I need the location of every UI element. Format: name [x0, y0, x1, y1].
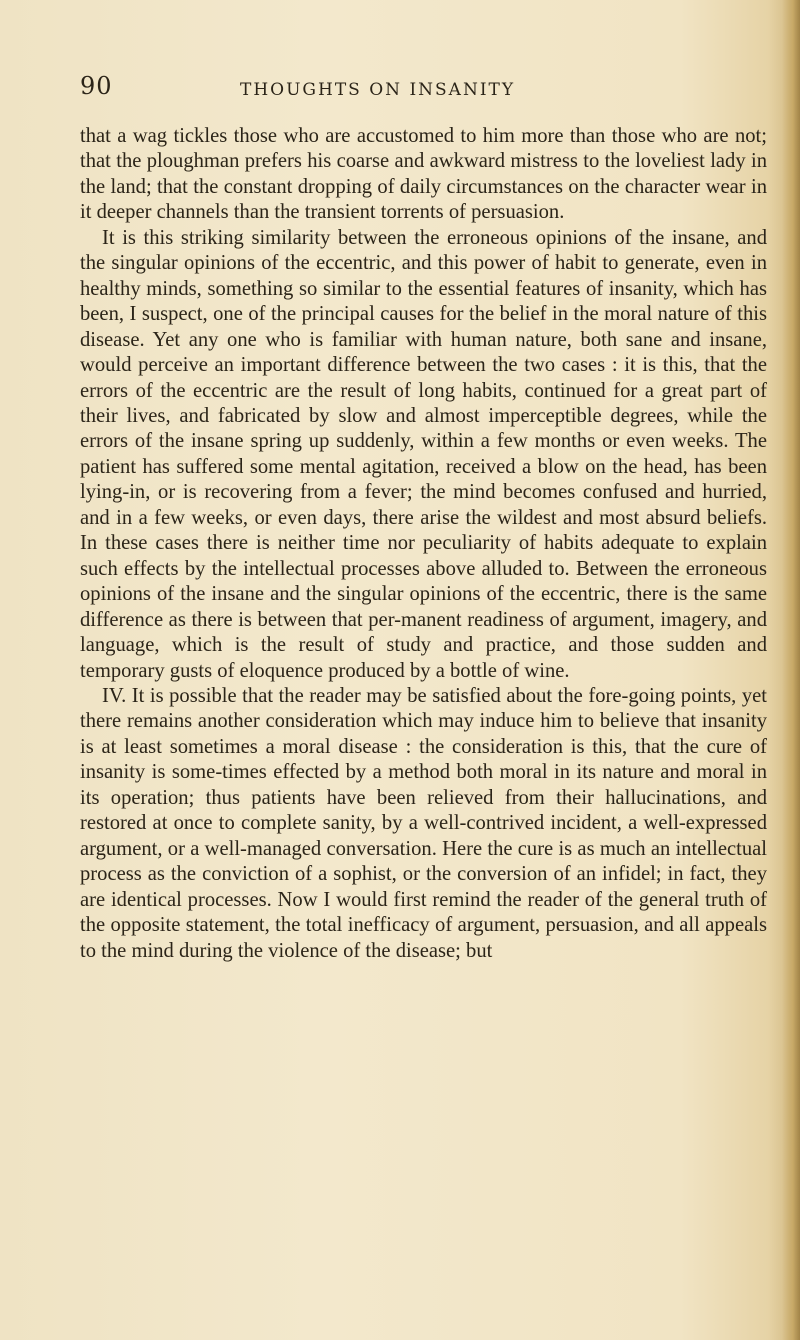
page-number: 90 [80, 72, 113, 100]
page-header [80, 72, 760, 108]
page-edge-shadow [782, 0, 800, 1340]
paragraph-similarity: It is this striking similarity between the erroneous opinions of the insane, and the singular opinions of the eccentric, and this power of habit to generate, even in healthy minds, something so similar to the essential features of insanity, which has been, I suspect, one of the principal causes for the belief in the moral nature of this disease. Yet any one who is familiar with human nature, both sane and insane, would perceive an important difference between the two cases : it is this, that the errors of the eccentric are the result of long habits, continued for a great part of their lives, and fabricated by slow and almost imperceptible degrees, while the errors of the insane spring up suddenly, within a few months or even weeks. The patient has suffered some mental agitation, received a blow on the head, has been lying-in, or is recovering from a fever; the mind becomes confused and hurried, and in a few weeks, or even days, there arise the wildest and most absurd beliefs. In these cases there is neither time nor peculiarity of habits adequate to explain such effects by the intellectual processes above alluded to. Between the erroneous opinions of the insane and the singular opinions of the eccentric, there is the same difference as there is between that per-manent readiness of argument, imagery, and language, which is the result of study and practice, and those sudden and temporary gusts of eloquence produced by a bottle of wine. [80, 226, 767, 682]
body-text [80, 124, 767, 964]
paragraph-continuation: that a wag tickles those who are accustomed to him more than those who are not; that the ploughman prefers his coarse and awkward mistress to the loveliest lady in the land; that the constant dropping of daily circumstances on the character wear in it deeper channels than the transient torrents of persuasion. [80, 125, 767, 224]
paragraph-section-iv: IV. It is possible that the reader may be satisfied about the fore-going points, yet there remains another consideration which may induce him to believe that insanity is at least sometimes a moral disease : the consideration is this, that the cure of insanity is some-times effected by a method both moral in its nature and moral in its operation; thus patients have been relieved from their hallucinations, and restored at once to complete sanity, by a well-contrived incident, a well-expressed argument, or a well-managed conversation. Here the cure is as much an intellectual process as the conviction of a sophist, or the conversion of an infidel; in fact, they are identical processes. Now I would first remind the reader of the general truth of the opposite statement, the total inefficacy of argument, persuasion, and all appeals to the mind during the violence of the disease; but [80, 684, 767, 962]
running-head: THOUGHTS ON INSANITY [240, 80, 516, 100]
